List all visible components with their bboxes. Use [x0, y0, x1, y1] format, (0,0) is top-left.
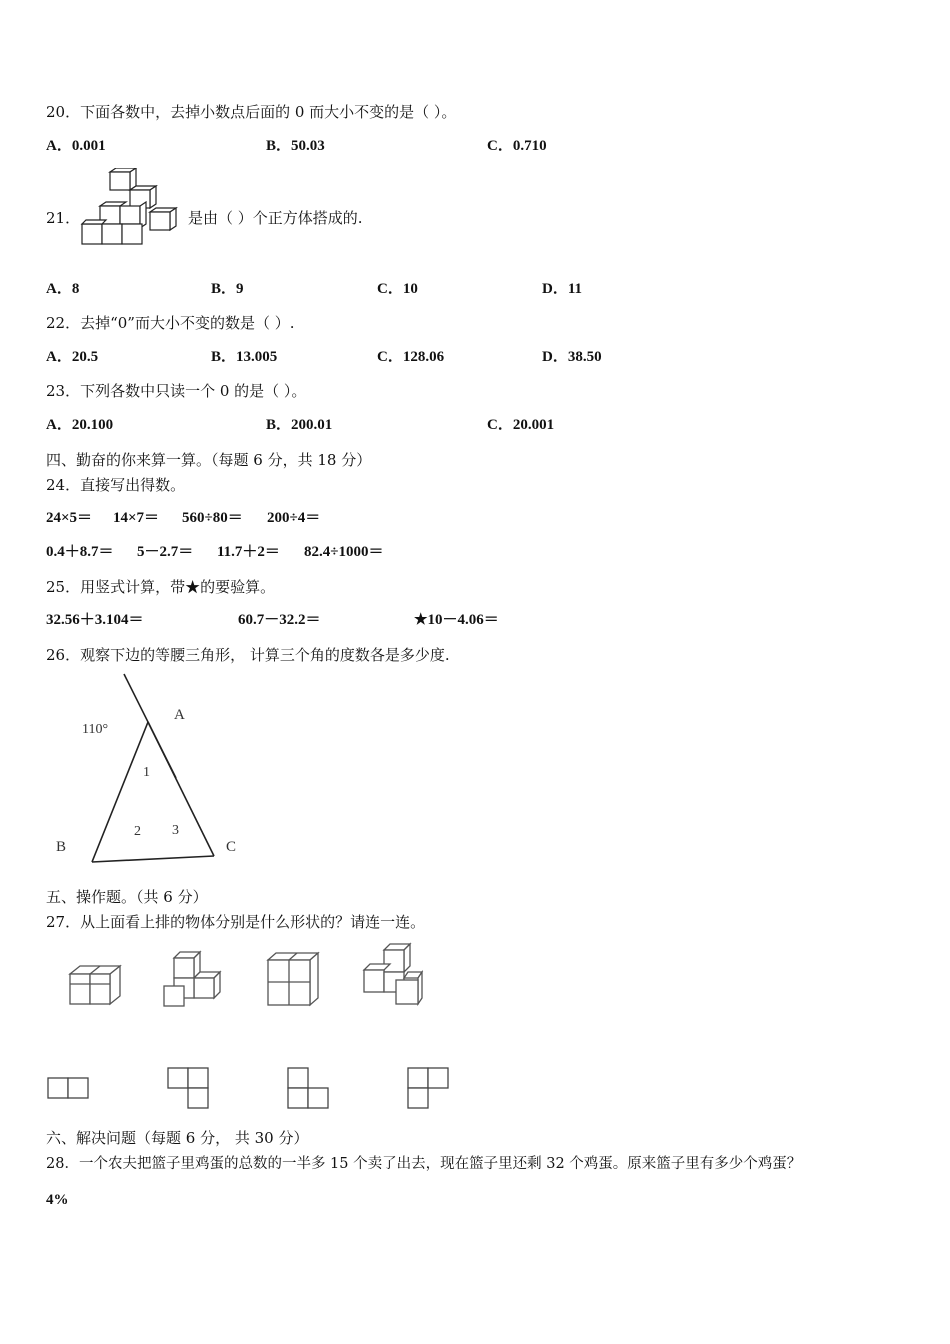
- q24-expr: 560÷80＝: [182, 510, 243, 526]
- section-5-title: 五、操作题。（共 6 分）: [46, 888, 208, 906]
- section-4-title: 四、勤奋的你来算一算。（每题 6 分，共 18 分）: [46, 451, 372, 469]
- q24-expr: 200÷4＝: [267, 510, 321, 526]
- top-view-3: [284, 1064, 334, 1112]
- cube-stack-figure: [78, 168, 184, 254]
- q24-expr: 11.7＋2＝: [217, 544, 280, 560]
- vertex-label-c: C: [226, 839, 237, 855]
- q26-stem: 26．观察下边的等腰三角形， 计算三个角的度数各是多少度.: [46, 646, 450, 664]
- q24-stem: 24．直接写出得数。: [46, 476, 186, 494]
- q23-option-c: C．20.001: [487, 417, 555, 433]
- q22-option-a: A．20.5: [46, 349, 99, 365]
- q20-option-c: C．0.710: [487, 138, 547, 154]
- q20-stem: 20．下面各数中，去掉小数点后面的 0 而大小不变的是（ ）。: [46, 103, 457, 121]
- top-view-4: [404, 1064, 454, 1112]
- section-6-title: 六、解决问题（每题 6 分， 共 30 分）: [46, 1129, 309, 1147]
- top-view-1: [46, 1074, 92, 1102]
- q21-number: 21．: [46, 209, 81, 227]
- solid-figure-2: [160, 950, 226, 1010]
- q20-option-b: B．50.03: [266, 138, 325, 154]
- q20-option-a: A．0.001: [46, 138, 106, 154]
- angle-number-3: 3: [172, 823, 179, 838]
- q25-expr: ★10－4.06＝: [414, 612, 499, 628]
- q25-expr: 60.7－32.2＝: [238, 612, 321, 628]
- solid-figure-3: [264, 950, 324, 1008]
- angle-number-2: 2: [134, 824, 141, 839]
- q21-option-b: B．9: [211, 281, 244, 297]
- isosceles-triangle-figure: [50, 672, 250, 872]
- q22-option-b: B．13.005: [211, 349, 278, 365]
- vertex-label-b: B: [56, 839, 67, 855]
- q21-option-a: A．8: [46, 281, 80, 297]
- solid-figure-1: [66, 960, 126, 1006]
- q21-option-c: C．10: [377, 281, 418, 297]
- solid-figure-4: [356, 940, 426, 1010]
- q27-stem: 27．从上面看上排的物体分别是什么形状的？请连一连。: [46, 913, 426, 931]
- q23-stem: 23．下列各数中只读一个 0 的是（ ）。: [46, 382, 307, 400]
- q24-expr: 0.4＋8.7＝: [46, 544, 114, 560]
- q28-stem: 28．一个农夫把篮子里鸡蛋的总数的一半多 15 个卖了出去，现在篮子里还剩 32 个鸡蛋。原来篮子里有多少个鸡蛋？: [46, 1156, 802, 1172]
- q23-option-b: B．200.01: [266, 417, 333, 433]
- q23-option-a: A．20.100: [46, 417, 114, 433]
- top-view-2: [164, 1064, 214, 1112]
- q25-expr: 32.56＋3.104＝: [46, 612, 144, 628]
- q24-expr: 82.4÷1000＝: [304, 544, 384, 560]
- q25-stem: 25．用竖式计算，带★的要验算。: [46, 578, 276, 596]
- angle-number-1: 1: [143, 765, 150, 780]
- vertex-label-a: A: [174, 707, 185, 723]
- q21-option-d: D．11: [542, 281, 583, 297]
- q22-option-c: C．128.06: [377, 349, 445, 365]
- footer-text: 4%: [46, 1192, 69, 1208]
- q24-expr: 24×5＝: [46, 510, 93, 526]
- q21-stem: 是由（ ）个正方体搭成的.: [188, 209, 363, 227]
- q22-stem: 22．去掉“0”而大小不变的数是（ ）.: [46, 314, 295, 332]
- q24-expr: 14×7＝: [113, 510, 160, 526]
- angle-label-110: 110°: [82, 722, 109, 737]
- q22-option-d: D．38.50: [542, 349, 602, 365]
- q24-expr: 5－2.7＝: [137, 544, 194, 560]
